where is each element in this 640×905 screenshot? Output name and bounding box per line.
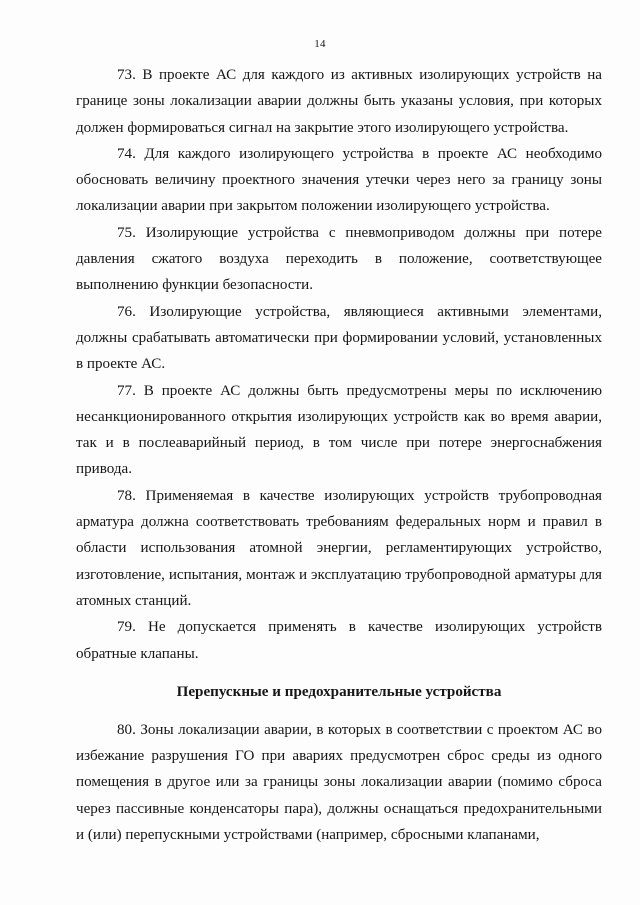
document-body <box>76 62 602 848</box>
paragraph-76: 76. Изолирующие устройства, являющиеся активными элементами, должны срабатывать автоматически при формировании условий, установленных в проекте АС. <box>76 303 602 373</box>
paragraph-75: 75. Изолирующие устройства с пневмоприводом должны при потере давления сжатого воздуха переходить в положение, соответствующее выполнению функции безопасности. <box>76 224 602 294</box>
section-heading: Перепускные и предохранительные устройства <box>176 683 502 700</box>
paragraph-80: 80. Зоны локализации аварии, в которых в соответствии с проектом АС во избежание разрушения ГО при авариях предусмотрен сброс среды из одного помещения в другое или за границы зоны локализации аварии (помимо сброса через пассивные конденсаторы пара), должны оснащаться предохранительными и (или) перепускными устройствами (например, сбросными клапанами, <box>76 721 602 844</box>
paragraph-79: 79. Не допускается применять в качестве изолирующих устройств обратные клапаны. <box>76 619 602 662</box>
page-number: 14 <box>314 38 326 50</box>
paragraph-77: 77. В проекте АС должны быть предусмотрены меры по исключению несанкционированного открытия изолирующих устройств как во время аварии, так и в послеаварийный период, в том числе при потере энергоснабжения привода. <box>76 382 602 478</box>
paragraph-78: 78. Применяемая в качестве изолирующих устройств трубопроводная арматура должна соответствовать требованиям федеральных норм и правил в области использования атомной энергии, регламентирующих устройство, изготовление, испытания, монтаж и эксплуатацию трубопроводной арматуры для атомных станций. <box>76 487 602 609</box>
paragraph-73: 73. В проекте АС для каждого из активных изолирующих устройств на границе зоны локализации аварии должны быть указаны условия, при которых должен формироваться сигнал на закрытие этого изолирующего устройства. <box>76 67 602 136</box>
paragraph-74: 74. Для каждого изолирующего устройства в проекте АС необходимо обосновать величину проектного значения утечки через него за границу зоны локализации аварии при закрытом положении изолирующего устройства. <box>76 145 602 215</box>
